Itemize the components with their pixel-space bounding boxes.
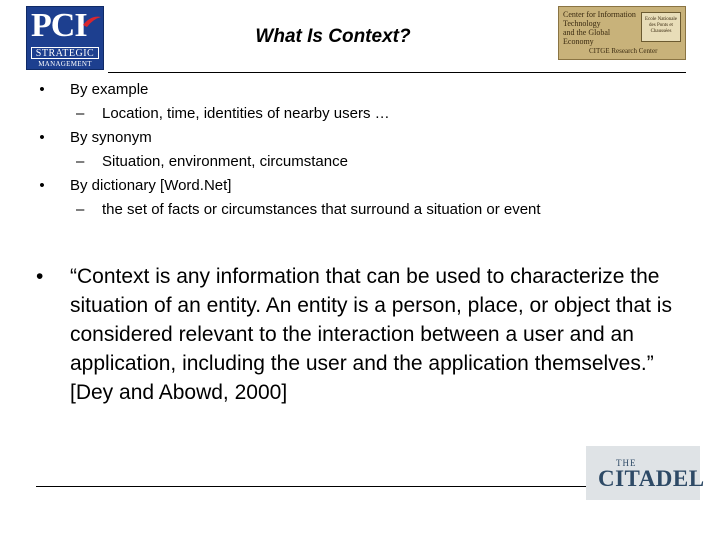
dash-icon: – [76, 201, 85, 218]
pci-logo-subtext: MANAGEMENT [38, 60, 92, 68]
bullet-icon: • [39, 177, 45, 194]
list-item-label: By example [70, 81, 149, 98]
list-subitem-text: Location, time, identities of nearby users … [102, 105, 390, 122]
school-badge: Ecole Nationale des Ponts et Chaussées [641, 12, 681, 42]
red-swoosh-icon [83, 15, 101, 27]
list-item [36, 126, 696, 150]
bullet-icon: • [36, 265, 44, 288]
pci-logo-band: STRATEGIC [31, 47, 99, 59]
list-subitem-text: the set of facts or circumstances that surround a situation or event [102, 201, 541, 218]
list-item [36, 174, 696, 198]
list-subitem [36, 150, 696, 174]
dash-icon: – [76, 153, 85, 170]
list-item-label: By synonym [70, 129, 152, 146]
bullet-icon: • [39, 81, 45, 98]
research-center-logo [558, 6, 686, 60]
list-subitem [36, 198, 696, 222]
list-item [36, 78, 696, 102]
citadel-logo [586, 446, 705, 500]
header-divider [108, 72, 686, 73]
list-subitem [36, 102, 696, 126]
definition-list [36, 78, 696, 222]
dash-icon: – [76, 105, 85, 122]
quote-text: “Context is any information that can be used to characterize the situation of an entity. An entity is a person, place, or object that is considered relevant to the interaction between a user and an application, including the user and the application themselves.” [Dey and Abowd, 2000] [70, 265, 672, 404]
bullet-icon: • [39, 129, 45, 146]
citadel-logo-the: THE [616, 458, 637, 468]
pci-logo-letters: PCI [31, 7, 87, 44]
list-subitem-text: Situation, environment, circumstance [102, 153, 348, 170]
research-center-line3: CITGE Research Center [589, 47, 658, 55]
footer-divider [36, 486, 588, 487]
page-title: What Is Context? [255, 26, 411, 47]
research-center-line1: Center for Information Technology and the Global Economy [563, 10, 636, 46]
citadel-logo-name: CITADEL [598, 466, 705, 491]
list-item-label: By dictionary [Word.Net] [70, 177, 232, 194]
pci-logo [26, 6, 104, 70]
